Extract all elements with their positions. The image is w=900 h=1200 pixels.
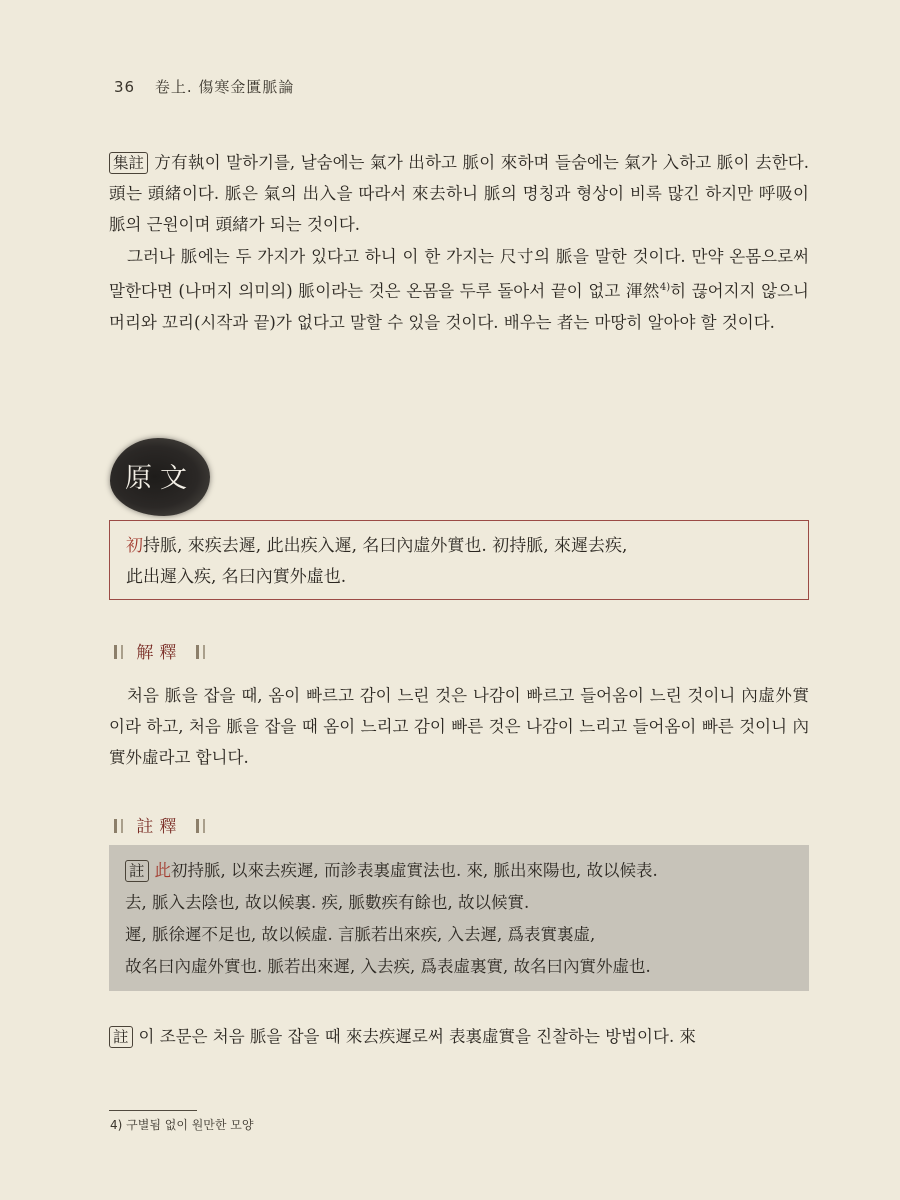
heading-bar-left-thin — [121, 819, 123, 833]
explanation-heading — [112, 638, 207, 663]
running-title: 卷上. 傷寒金匱脈論 — [154, 78, 295, 96]
original-text-line-2: 此出遲入疾, 名曰內實外虛也. — [126, 567, 347, 587]
annotation-line-2: 去, 脈入去陰也, 故以候裏. 疾, 脈數疾有餘也, 故以候實. — [125, 893, 530, 912]
collected-notes-paragraph-2 — [109, 241, 809, 338]
page-number: 36 — [114, 78, 136, 96]
seal-label: 原文 — [125, 463, 195, 494]
heading-bar-right — [196, 645, 199, 659]
original-text-seal — [110, 438, 210, 516]
commentary-text: 이 조문은 처음 脈을 잡을 때 來去疾遲로써 表裏虛實을 진찰하는 방법이다. 來 — [138, 1027, 696, 1046]
annotation-line-1 — [125, 855, 791, 887]
collected-notes-text-1: 方有執이 말하기를, 날숨에는 氣가 出하고 脈이 來하며 들숨에는 氣가 入하고 脈이 去한다. 頭는 頭緒이다. 脈은 氣의 出入을 따라서 來去하니 脈의 명칭과 형상이 비록 많긴 하지만 呼吸이 脈의 근원이며 頭緒가 되는 것이다. — [109, 153, 809, 234]
collected-notes-paragraph-1 — [109, 147, 809, 240]
heading-bar-left-thin — [121, 645, 123, 659]
heading-bar-left — [114, 819, 117, 833]
annotation-tag: 註 — [125, 860, 149, 882]
explanation-paragraph: 처음 脈을 잡을 때, 옴이 빠르고 감이 느린 것은 나감이 빠르고 들어옴이 느린 것이니 內虛外實이라 하고, 처음 脈을 잡을 때 옴이 느리고 감이 빠른 것은 나감이 느리고 들어옴이 빠른 것이니 內實外虛라고 합니다. — [109, 686, 809, 767]
annotation-line-4: 故名曰內虛外實也. 脈若出來遲, 入去疾, 爲表虛裏實, 故名曰內實外虛也. — [125, 957, 651, 976]
explanation-heading-text: 解釋 — [136, 643, 183, 663]
original-text-line-1 — [126, 531, 792, 562]
original-line-1-text: 持脈, 來疾去遲, 此出疾入遲, 名曰內虛外實也. 初持脈, 來遲去疾, — [143, 536, 628, 556]
annotation-first-char: 此 — [154, 861, 172, 880]
collected-notes-tag: 集註 — [109, 152, 148, 174]
annotation-box — [109, 845, 809, 991]
original-first-char: 初 — [126, 536, 143, 556]
annotation-heading — [112, 812, 207, 837]
heading-bar-left — [114, 645, 117, 659]
footnote: 4) 구별됨 없이 원만한 모양 — [110, 1118, 254, 1132]
footnote-divider — [109, 1110, 197, 1111]
footnote-marker[interactable]: 4) — [659, 282, 671, 293]
annotation-line-3: 遲, 脈徐遲不足也, 故以候虛. 言脈若出來疾, 入去遲, 爲表實裏虛, — [125, 925, 596, 944]
collected-notes-text-2b: 히 끊어지지 않으니 머리와 꼬리(시작과 끝)가 없다고 말할 수 있을 것이다. 배우는 者는 마땅히 알아야 할 것이다. — [109, 281, 809, 332]
heading-bar-right-thin — [203, 819, 205, 833]
commentary-paragraph — [109, 1021, 809, 1052]
collected-notes-text-2a: 그러나 脈에는 두 가지가 있다고 하니 이 한 가지는 尺寸의 脈을 말한 것이다. 만약 온몸으로써 말한다면 (나머지 의미의) 脈이라는 것은 온몸을 두루 돌아서 끝이 없고 渾然 — [109, 247, 809, 301]
commentary-tag: 註 — [109, 1026, 133, 1048]
heading-bar-right — [196, 819, 199, 833]
heading-bar-right-thin — [203, 645, 205, 659]
original-text-box — [109, 520, 809, 600]
annotation-line-1-text: 初持脈, 以來去疾遲, 而診表裏虛實法也. 來, 脈出來陽也, 故以候表. — [171, 861, 658, 880]
running-header — [114, 76, 294, 97]
annotation-heading-text: 註釋 — [136, 817, 183, 837]
